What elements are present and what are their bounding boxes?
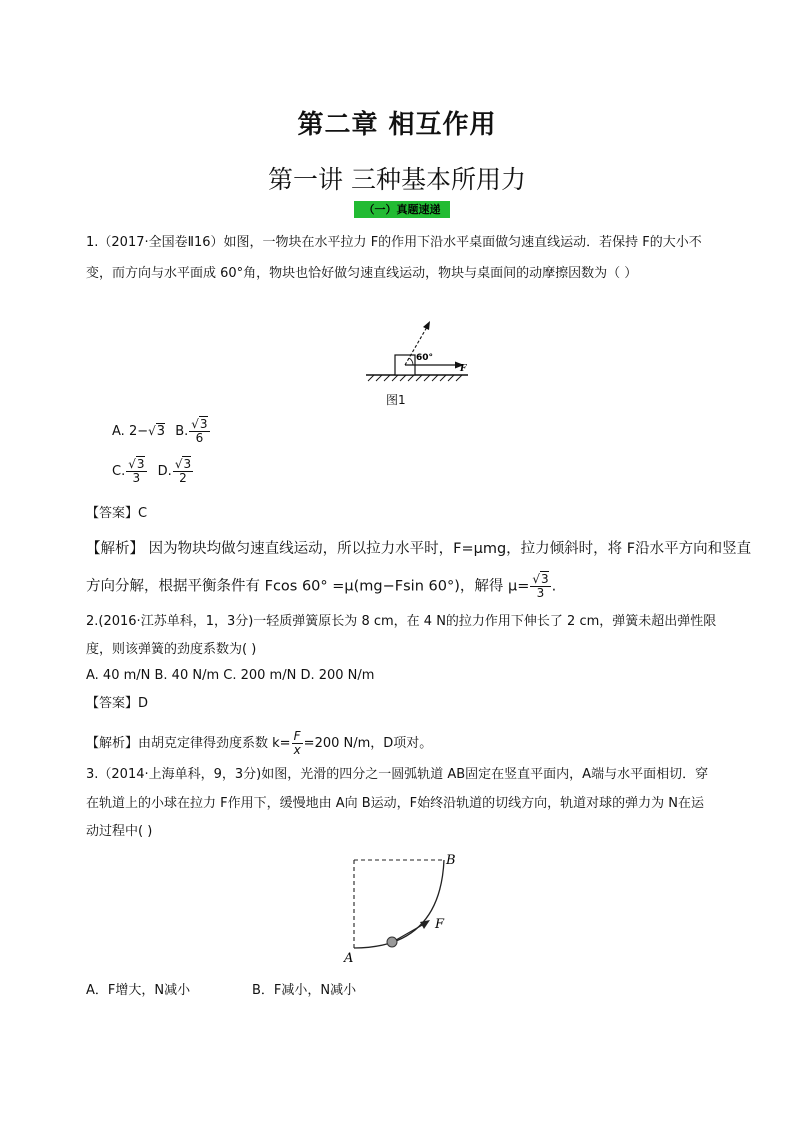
option-a-root: 3 (156, 424, 166, 439)
q1-figure-caption: 图1 (386, 393, 406, 407)
section-badge: （一）真题速递 (354, 201, 450, 218)
analysis-fraction: $\frac{F}{x}$ (293, 729, 301, 757)
option-d-label: D. (157, 464, 172, 479)
chapter-title: 第二章 相互作用 (297, 110, 497, 140)
option-a-text: 2− (128, 424, 149, 439)
q3-stem-line2: 在轨道上的小球在拉力 F作用下，缓慢地由 A向 B运动，F始终沿轨道的切线方向，轨道对球的弹力为 N在运 (86, 796, 705, 811)
option-b-label: B. (175, 424, 189, 439)
q1-options-ab: A. 2−√3 B. $\frac{√3}{6}$ (112, 417, 208, 445)
q2-stem-line2: 度，则该弹簧的劲度系数为( ) (86, 642, 257, 657)
q1-stem-line1: 1.（2017·全国卷Ⅱ16）如图，一物块在水平拉力 F的作用下沿水平桌面做匀速直线运动．若保持 F的大小不 (86, 235, 702, 250)
arrow-head-icon (423, 321, 430, 330)
option-b-fraction: $\frac{√3}{6}$ (191, 417, 208, 445)
q3-stem-line1: 3.（2014·上海单科，9，3分)如图，光滑的四分之一圆弧轨道 AB固定在竖直平面内，A端与水平面相切．穿 (86, 767, 709, 782)
option-a-label: A. (112, 424, 125, 439)
q1-answer: 【答案】C (86, 506, 148, 521)
point-b-label: B (446, 853, 456, 868)
analysis-fraction: $\frac{√3}{3}$ (532, 572, 549, 600)
lecture-title: 第一讲 三种基本所用力 (268, 165, 526, 194)
q1-stem-line2: 变，而方向与水平面成 60°角，物块也恰好做匀速直线运动，物块与桌面间的动摩擦因数为（ ） (86, 266, 638, 281)
q1-analysis-line1: 【解析】 因为物块均做匀速直线运动，所以拉力水平时，F=μmg，拉力倾斜时，将 F沿水平方向和竖直 (86, 541, 752, 557)
option-c-fraction: $\frac{√3}{3}$ (128, 457, 145, 485)
angle-label: 60° (416, 353, 434, 363)
option-c-label: C. (112, 464, 126, 479)
q2-options: A. 40 m/N B. 40 N/m C. 200 m/N D. 200 N/m (86, 668, 375, 683)
arrow-head-icon (420, 920, 430, 929)
option-d-fraction: $\frac{√3}{2}$ (174, 457, 192, 485)
q3-option-b: B．F减小，N减小 (252, 983, 357, 998)
q2-analysis: 【解析】由胡克定律得劲度系数 k= $\frac{F}{x}$ =200 N/m，D项对。 (86, 729, 433, 757)
q1-options-cd (112, 458, 194, 485)
tangent-force-arrow (396, 924, 424, 940)
q3-figure-arc-track (342, 848, 462, 970)
force-label: F (435, 917, 445, 932)
q2-stem-line1: 2.(2016·江苏单科，1，3分)一轻质弹簧原长为 8 cm，在 4 N的拉力作用下伸长了 2 cm，弹簧未超出弹性限 (86, 614, 717, 629)
q1-figure-block-on-table (360, 315, 480, 385)
q2-answer: 【答案】D (86, 696, 149, 711)
q1-analysis-line2: 方向分解，根据平衡条件有 Fcos 60° =μ(mg−Fsin 60°)，解得 μ= $\frac{√3}{3}$ . (86, 572, 557, 600)
force-label: F (460, 364, 467, 374)
ball (387, 937, 397, 947)
q3-stem-line3: 动过程中( ) (86, 824, 153, 839)
table-hatching (368, 375, 462, 381)
arc-track (354, 860, 444, 948)
q3-option-a: A．F增大，N减小 (86, 983, 191, 998)
point-a-label: A (344, 951, 354, 966)
